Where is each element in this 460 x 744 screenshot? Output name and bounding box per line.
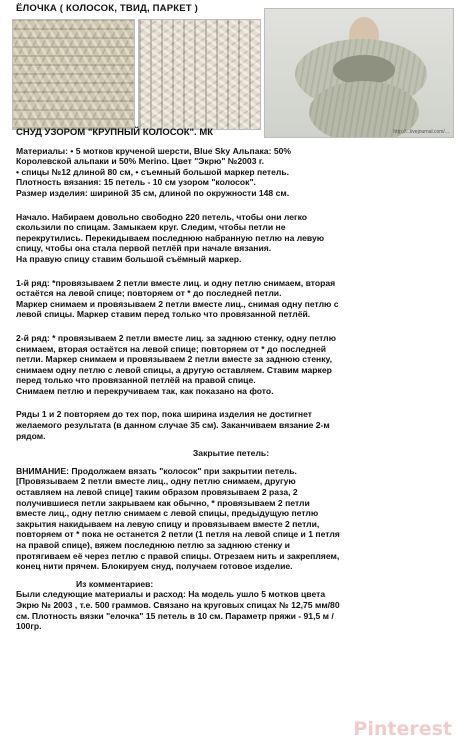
text-line: на правой спице), вяжем последнюю петлю за заднюю стенку и (16, 540, 290, 550)
cowl-snood-photo (264, 8, 454, 138)
text-line: перед только что провязанной петлёй на правой спице. (16, 375, 256, 386)
text-line: Экрю № 2003 , т.е. 500 граммов. Связано на круговых спицах № 12,75 мм/80 (16, 599, 340, 610)
text-line: 100гр. (16, 621, 42, 632)
row1-paragraph (16, 278, 446, 320)
text-line: получившиеся петли закрываем как обычно, * провязываем 2 петли (16, 497, 310, 508)
text-line: повторяем от * пока не останется 2 петли (1 петля на левой спице и 1 петля (16, 529, 340, 540)
pattern-text (16, 128, 446, 639)
text-line: Были следующие материалы и расход: На модель ушло 5 мотков цвета (16, 589, 326, 600)
herringbone-texture-photo-1 (12, 19, 135, 130)
text-line: протягиваем её через петлю с правой спицы. Отрезаем нить и закрепляем, (16, 550, 340, 561)
materials-paragraph (16, 146, 446, 199)
text-line: 2-й ряд: * провязываем 2 петли вместе лиц. за заднюю стенку, одну петлю (16, 332, 336, 343)
text-line: оставляем на левой спице] таким образом провязываем 2 раза, 2 (16, 487, 298, 498)
text-line: Ряды 1 и 2 повторяем до тех пор, пока ширина изделия не достигнет (16, 409, 312, 420)
comments-paragraph (16, 589, 446, 631)
closing-paragraph (16, 466, 446, 572)
text-line: Королевской альпаки и 50% Merino. Цвет "Экрю" №2003 г. (16, 156, 264, 167)
text-line: снимаем, вторая остаётся на левой спице; повторяем от * до последней (16, 343, 327, 354)
text-line: закрытия накидываем на левую спицу и провязываем вместе 2 петли, (16, 518, 320, 529)
text-line: см. Плотность вязки "елочка" 15 петель в 10 см. Параметр пряжи - 91,5 м / (16, 610, 334, 621)
text-line: Начало. Набираем довольно свободно 220 петель, чтобы они легко (16, 211, 308, 222)
text-line: петли. Маркер снимаем и провязываем 2 петли вместе за заднюю стенку, (16, 354, 333, 365)
text-line: желаемого результата (в данном случае 35 см). Заканчиваем вязание 2-м (16, 420, 330, 431)
photo-watermark: http://...livejournal.com/... (393, 129, 449, 135)
text-line: остаётся на левой спице; повторяем от * до последней петли. (16, 288, 282, 299)
repeat-paragraph (16, 409, 446, 441)
text-line: • спицы №12 длиной 80 см, • съемный большой маркер петель. (16, 166, 290, 177)
text-line: Размер изделия: шириной 35 см, длиной по окружности 148 см. (16, 187, 290, 198)
text-line: [Провязываем 2 петли вместе лиц., одну петлю снимаем, другую (16, 476, 296, 487)
text-line: Снимаем петлю и перекручиваем так, как показано на фото. (16, 385, 274, 396)
text-line: левой спицы. Маркер ставим перед только что провязанной петлёй. (16, 309, 311, 320)
text-line: Маркер снимаем и провязываем 2 петли вместе лиц., снимая одну петлю с (16, 298, 339, 309)
text-line: спицу, чтобы она стала первой петлёй при начале вязания. (16, 243, 272, 254)
closing-heading: Закрытие петель: (192, 448, 270, 459)
text-line: перекрутились. Перекидываем последнюю набранную петлю на левую (16, 232, 325, 243)
text-line: снимаем одну петлю с левой спицы, а другую оставляем. Ставим маркер (16, 364, 332, 375)
text-line: конец нити прячем. Блокируем снуд, получаем готовое изделие. (16, 561, 293, 572)
start-paragraph (16, 212, 446, 265)
text-line: Материалы: • 5 мотков крученой шерсти, Blue Sky Альпака: 50% (16, 145, 292, 156)
herringbone-texture-photo-2 (138, 19, 261, 130)
text-line: Плотность вязания: 15 петель - 10 см узором "колосок". (16, 177, 256, 188)
text-line: ВНИМАНИЕ: Продолжаем вязать "колосок" при закрытии петель. (16, 465, 297, 476)
page-title: ЁЛОЧКА ( КОЛОСОК, ТВИД, ПАРКЕТ ) (16, 3, 198, 14)
row2-paragraph (16, 333, 446, 397)
pinterest-watermark: Pinterest (353, 718, 452, 740)
text-line: На правую спицу ставим большой съёмный маркер. (16, 253, 242, 264)
comments-heading: Из комментариев: (76, 578, 154, 589)
pattern-subtitle: СНУД УЗОРОМ "КРУПНЫЙ КОЛОСОК". МК (16, 127, 214, 138)
text-line: рядом. (16, 430, 46, 441)
text-line: скользили по спицам. Замыкаем круг. Следим, чтобы петли не (16, 222, 286, 233)
text-line: вместе лиц., одну петлю снимаем с левой спицы, предыдущую петлю (16, 508, 319, 519)
text-line: 1-й ряд: *провязываем 2 петли вместе лиц. и одну петлю снимаем, вторая (16, 277, 336, 288)
